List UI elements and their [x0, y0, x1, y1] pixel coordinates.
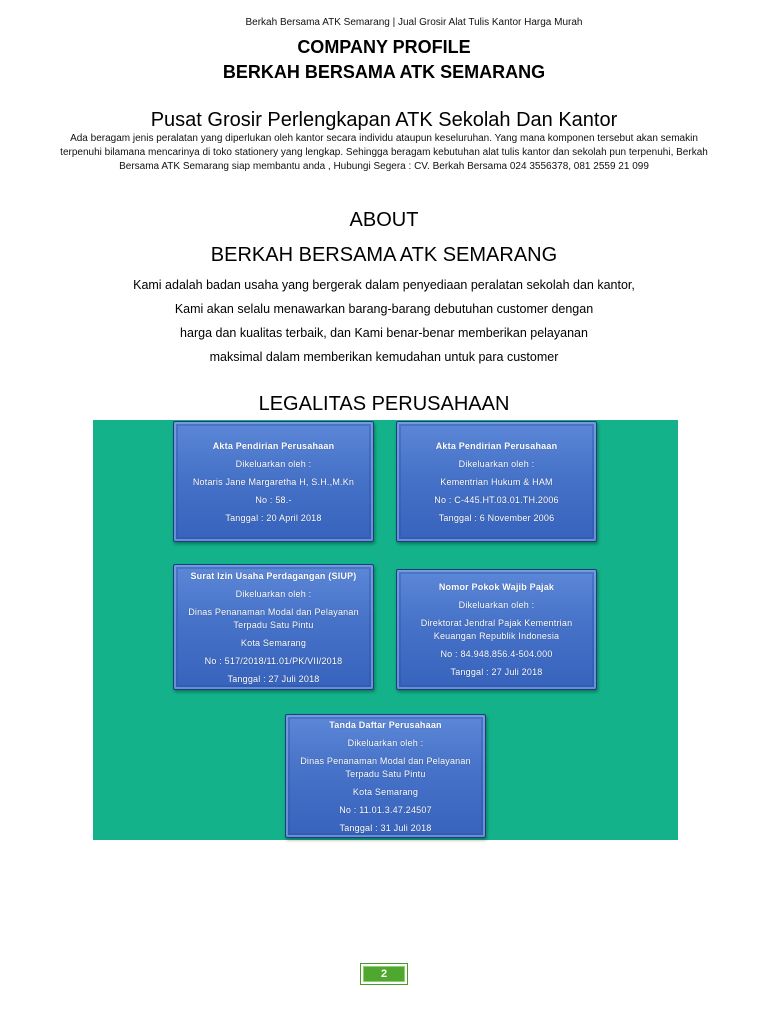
- card-line: Keuangan Republik Indonesia: [433, 631, 560, 641]
- card-line: No : C-445.HT.03.01.TH.2006: [434, 494, 559, 505]
- card-line: No : 58.-: [255, 494, 292, 505]
- card-line: Dikeluarkan oleh :: [235, 588, 312, 599]
- card-line: No : 84.948.856.4-504.000: [440, 649, 553, 659]
- legal-card-npwp: [396, 569, 597, 690]
- page-number-badge: [360, 963, 408, 985]
- card-line: Dinas Penanaman Modal dan Pelayanan: [188, 606, 359, 617]
- about-heading: ABOUT: [349, 209, 419, 231]
- card-line: Notaris Jane Margaretha H, S.H.,M.Kn: [192, 476, 355, 487]
- about-line: maksimal dalam memberikan kemudahan untuk para customer: [209, 350, 559, 364]
- about-paragraph: [0, 273, 768, 369]
- card-line: Kota Semarang: [352, 786, 419, 797]
- intro-line: Bersama ATK Semarang siap membantu anda , Hubungi Segera : CV. Berkah Bersama 024 3556378, 081 2559 21 099: [119, 161, 649, 172]
- card-line: Dikeluarkan oleh :: [458, 458, 535, 469]
- title-company-profile: COMPANY PROFILE: [297, 37, 471, 57]
- legal-card-tdp: [285, 714, 486, 838]
- card-line: Dikeluarkan oleh :: [235, 458, 312, 469]
- page-number: 2: [363, 966, 405, 982]
- card-line: Tanggal : 6 November 2006: [438, 512, 555, 523]
- card-title: Nomor Pokok Wajib Pajak: [438, 582, 555, 592]
- intro-line: Ada beragam jenis peralatan yang diperlukan oleh kantor secara individu ataupun keseluruhan. Yang mana komponen tersebut akan semakin: [70, 133, 698, 144]
- card-line: No : 11.01.3.47.24507: [339, 804, 432, 815]
- intro-line: terpenuhi bilamana mencarinya di toko stationery yang lengkap. Sehingga beragam kebutuhan alat tulis kantor dan sekolah pun terpenuhi, Berkah: [60, 147, 708, 158]
- card-line: Tanggal : 27 Juli 2018: [227, 673, 320, 684]
- legal-card-akta-kemenkumham: [396, 421, 597, 542]
- legal-card-akta-notaris: [173, 421, 374, 542]
- title-company-name: BERKAH BERSAMA ATK SEMARANG: [222, 62, 546, 82]
- intro-paragraph: [0, 132, 768, 174]
- legal-heading: LEGALITAS PERUSAHAAN: [258, 393, 510, 415]
- about-line: Kami adalah badan usaha yang bergerak dalam penyediaan peralatan sekolah dan kantor,: [133, 278, 635, 292]
- about-heading-block: [0, 203, 768, 273]
- card-line: Kementrian Hukum & HAM: [440, 476, 553, 487]
- card-line: Direktorat Jendral Pajak Kementrian: [420, 618, 573, 628]
- subtitle: Pusat Grosir Perlengkapan ATK Sekolah Dan Kantor: [150, 109, 618, 131]
- card-title: Tanda Daftar Perusahaan: [329, 719, 442, 730]
- card-line: Dikeluarkan oleh :: [458, 600, 535, 610]
- card-line: Tanggal : 27 Juli 2018: [450, 667, 543, 677]
- card-line: Dikeluarkan oleh :: [347, 737, 424, 748]
- about-line: harga dan kualitas terbaik, dan Kami benar-benar memberikan pelayanan: [180, 326, 588, 340]
- card-title: Surat Izin Usaha Perdagangan (SIUP): [190, 570, 357, 581]
- card-title: Akta Pendirian Perusahaan: [435, 440, 558, 451]
- card-line: Dinas Penanaman Modal dan Pelayanan: [300, 755, 471, 766]
- document-title: [0, 35, 768, 85]
- about-line: Kami akan selalu menawarkan barang-barang debutuhan customer dengan: [174, 302, 594, 316]
- card-line: Terpadu Satu Pintu: [233, 619, 314, 630]
- card-line: Kota Semarang: [240, 637, 307, 648]
- card-line: No : 517/2018/11.01/PK/VII/2018: [204, 655, 343, 666]
- card-line: Tanggal : 20 April 2018: [225, 512, 322, 523]
- card-title: Akta Pendirian Perusahaan: [212, 440, 335, 451]
- running-title: Berkah Bersama ATK Semarang | Jual Grosir Alat Tulis Kantor Harga Murah: [245, 17, 583, 28]
- about-company-name: BERKAH BERSAMA ATK SEMARANG: [210, 244, 558, 266]
- card-line: Terpadu Satu Pintu: [345, 768, 426, 779]
- card-line: Tanggal : 31 Juli 2018: [339, 822, 432, 833]
- legal-card-siup: [173, 564, 374, 690]
